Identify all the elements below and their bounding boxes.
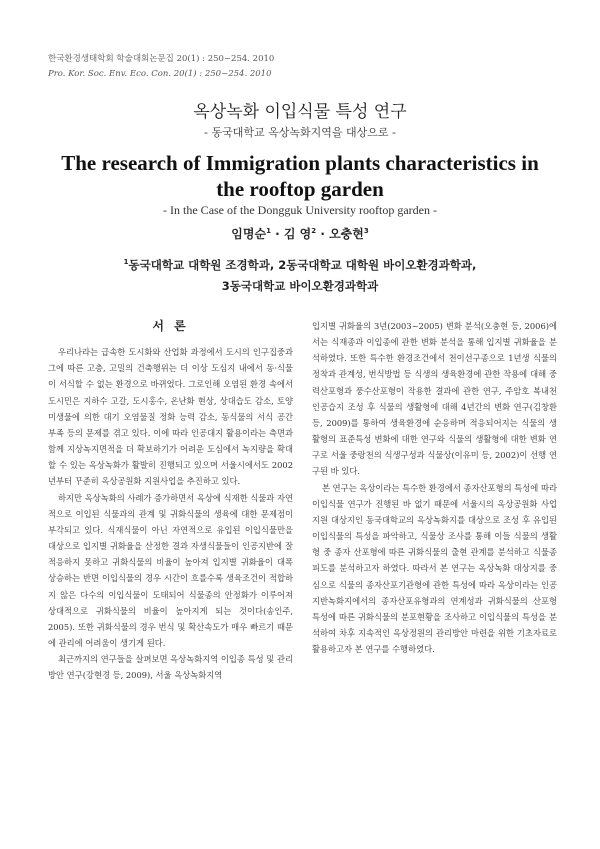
body-paragraph: 최근까지의 연구들을 살펴보면 옥상녹화지역 이입종 특성 및 관리방안 연구(강현경 등, 2009), 서울 옥상녹화지역 [48,654,293,681]
author-affil-mark: 1 [266,227,271,235]
body-paragraph: 본 연구는 옥상이라는 특수한 환경에서 종자산포형의 특성에 따라 이입식물 연구가 진행된 바 없기 때문에 서울시의 옥상공원화 사업지원 대상지인 동국대학교의 옥상녹화지를 대상으로 조성 후 유입된 이입식물의 특성을 파악하고, 식물상 조사를 통해 이들 식물의 생활형 중 종자 산포형에 따른 귀화식물의 출현 관계를 분석하고 식물종 피도를 분석하고자 하였다. 따라서 본 연구는 옥상녹화 대상지를 중심으로 식물의 종자산포기관형에 관한 특성에 따라 옥상이라는 인공지반녹화지에서의 종자산포유형과의 연계성과 귀화식물의 산포형 특성에 따른 귀화식물의 분포현황을 조사하고 이입식물의 특성을 분석하여 차후 지속적인 옥상정원의 관리방안 마련을 위한 기초자료로 활용하고자 본 연구를 수행하였다. [312,482,557,655]
body-paragraph: 입지별 귀화율의 3년(2003~2005) 변화 분석(오충현 등, 2006)에서는 식재종과 이입종에 관한 변화 분석을 통해 입지별 귀화율을 분석하였다. 또한 특수한 환경조건에서 천이선구종으로 1년생 식물의 정착과 관계성, 번식방법 등 식생의 생육환경에 관한 작용에 대해 중력산포형과 풍수산포형이 작용한 결과에 관한 연구, 주암호 복내천 인공습지 조성 후 식물의 생활형에 대해 4년간의 변화 연구(김창환 등, 2009)를 통하여 생육환경에 순응하며 적응되어지는 식물의 생활형의 표준특성 변화에 대한 연구와 식물의 생활형에 대한 변화 연구로 서울 중랑천의 식생구성과 식물상(이유미 등, 2002)이 선행 연구된 바 있다. [312,321,557,477]
author-separator: · [320,227,325,241]
author-list [0,225,600,242]
author-name: 오충현 [329,227,364,241]
affiliation-text: 동국대학교 대학원 조경학과, 2동국대학교 대학원 바이오환경과학과, [128,258,477,272]
journal-header [48,52,274,82]
journal-citation-ko: 한국환경생태학회 학술대회논문집 20(1) : 250~254. 2010 [48,54,275,64]
author-name: 임명순 [231,227,267,241]
paper-title-ko: 옥상녹화 이입식물 특성 연구 [193,102,407,122]
paper-title-en: The research of Immigration plants characteristics in the rooftop garden [61,151,539,201]
section-heading-introduction: 서 론 [152,319,189,333]
right-column [312,318,557,657]
affiliation-line-1 [0,255,600,276]
author-name: 김 영 [283,227,312,241]
left-column [48,318,293,683]
affiliations [0,255,600,297]
paper-subtitle-en: - In the Case of the Dongguk University rooftop garden - [163,203,437,217]
affil-mark: 1 [123,258,129,267]
body-paragraph: 하지만 옥상녹화의 사례가 증가하면서 옥상에 식재한 식물과 자연적으로 이입된 식물과의 관계 및 귀화식물의 생육에 대한 문제점이 부각되고 있다. 식재식물이 아닌 자연적으로 유입된 이입식물만을 대상으로 입지별 귀화율을 산정한 결과 자생식물들이 인공지반에 잘 적응하지 못하고 귀화식물의 비율이 높아져 입지별 귀화율이 대폭 상승하는 반면 이입식물의 경우 시간이 흐를수록 생육조건이 적합하지 않은 다수의 이입식물이 도태되어 식물종의 안정화가 이루어져 상대적으로 귀화식물의 비율이 높아지게 되는 것이다(송인주, 2005). 또한 귀화식물의 경우 번식 및 확산속도가 매우 빠르기 때문에 관리에 어려움이 생기게 된다. [48,492,293,648]
paper-subtitle-ko: - 동국대학교 옥상녹화지역을 대상으로 - [204,126,396,139]
journal-citation-en: Pro. Kor. Soc. Env. Eco. Con. 20(1) : 250~254. 2010 [48,69,272,79]
author-separator: · [275,227,280,241]
body-paragraph: 우리나라는 급속한 도시화와 산업화 과정에서 도시의 인구집중과 그에 따른 고층, 고밀의 건축행위는 더 이상 도심지 내에서 동·식물이 서식할 수 없는 환경으로 바뀌었다. 그로인해 오염된 환경 속에서 도시민은 지하수 고갈, 도시홍수, 온난화 현상, 상대습도 감소, 토양 미생물에 의한 대기 오염물질 정화 능력 감소, 동식물의 서식 공간 부족 등의 문제를 겪고 있다. 이에 따라 인공대지 활용이라는 측면과 함께 지상녹지면적을 더 확보하기가 어려운 도심에서 녹지량을 확대할 수 있는 옥상녹화가 활발히 진행되고 있으며 서울시에서도 2002년부터 꾸준히 옥상공원화 지원사업을 추진하고 있다. [48,347,293,487]
author-affil-mark: 2 [311,227,317,235]
affiliation-line-2: 3동국대학교 바이오환경과학과 [221,279,379,293]
author-affil-mark: 3 [363,227,369,235]
